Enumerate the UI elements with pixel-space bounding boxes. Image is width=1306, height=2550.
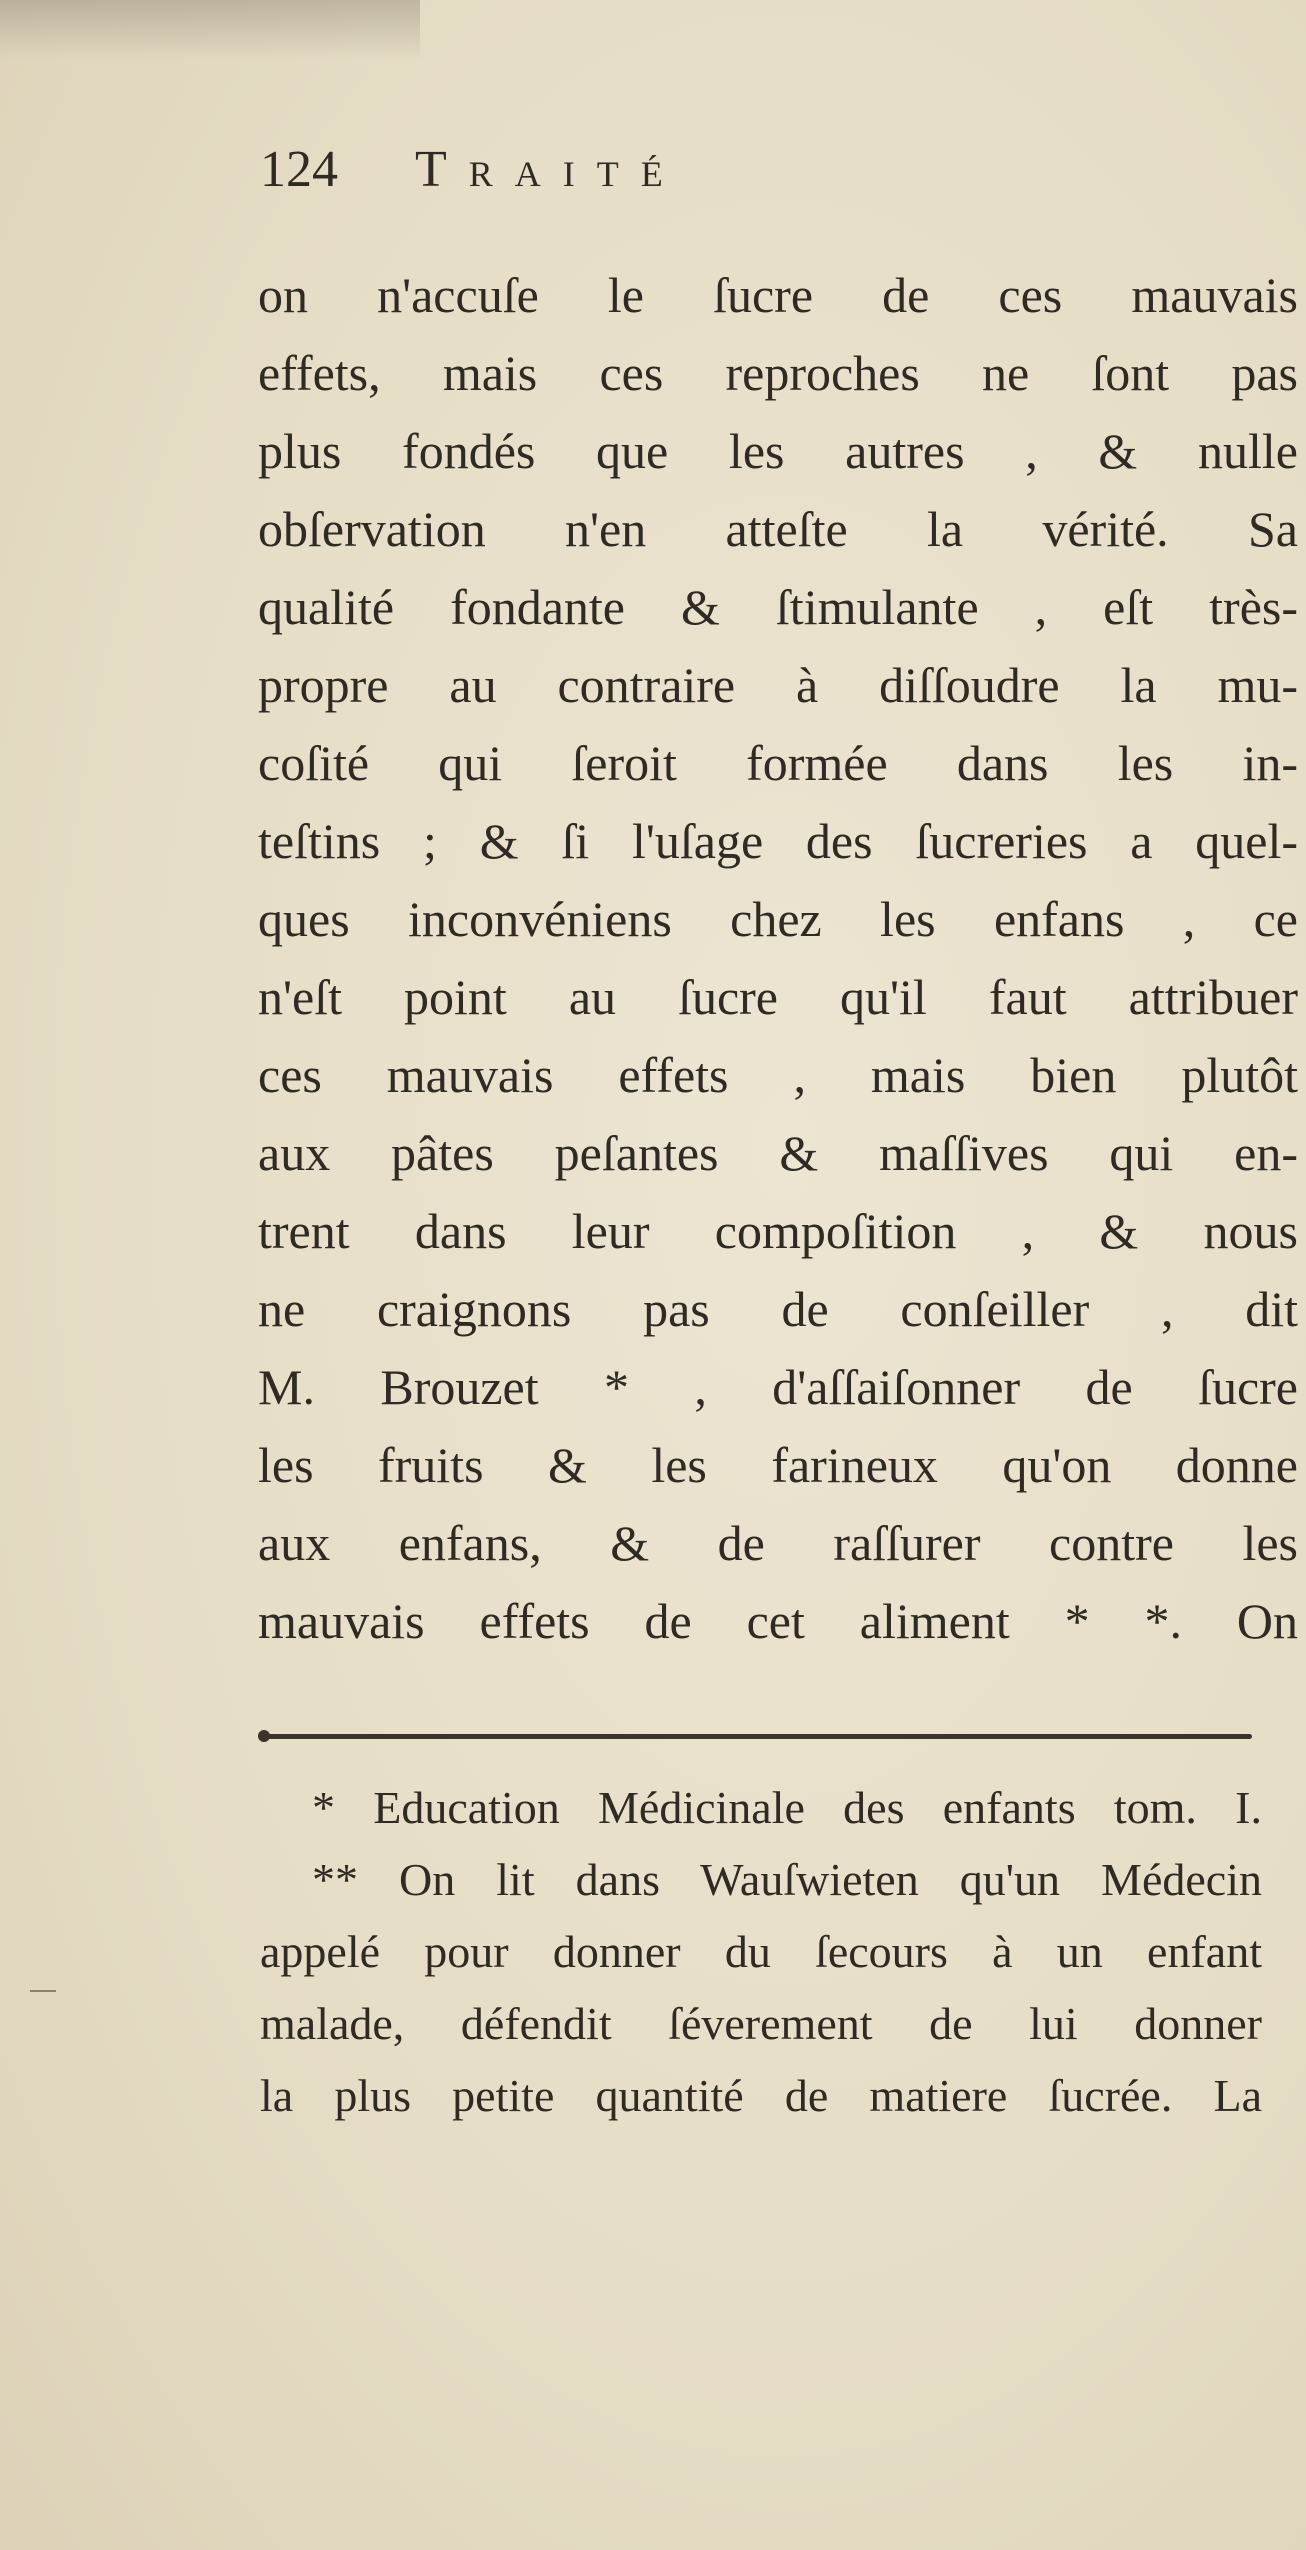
footnotes: [260, 1772, 1262, 2132]
text-line: obſervation n'en atteſte la vérité. Sa: [258, 501, 1298, 557]
text-line: n'eſt point au ſucre qu'il faut attribuer: [258, 969, 1298, 1025]
text-line: ques inconvéniens chez les enfans , ce: [258, 891, 1298, 947]
text-line: teſtins ; & ſi l'uſage des ſucreries a quel-: [258, 813, 1298, 869]
text-line: aux pâtes peſantes & maſſives qui en-: [258, 1125, 1298, 1181]
text-line: on n'accuſe le ſucre de ces mauvais: [258, 267, 1298, 323]
body-text: [258, 256, 1298, 1660]
text-line: aux enfans, & de raſſurer contre les: [258, 1515, 1298, 1571]
text-line: M. Brouzet * , d'aſſaiſonner de ſucre: [258, 1359, 1298, 1415]
page-number: 124: [260, 141, 338, 198]
text-line: propre au contraire à diſſoudre la mu-: [258, 657, 1298, 713]
text-line: les fruits & les farineux qu'on donne: [258, 1437, 1298, 1493]
text-line: ne craignons pas de conſeiller , dit: [258, 1281, 1298, 1337]
footnote-line: * Education Médicinale des enfants tom. I.: [312, 1782, 1262, 1833]
footnote-line: appelé pour donner du ſecours à un enfant: [260, 1926, 1262, 1977]
margin-mark: [30, 1990, 56, 1992]
text-line: mauvais effets de cet aliment * *. On: [258, 1593, 1298, 1649]
page-header: [260, 140, 1300, 210]
text-line: ces mauvais effets , mais bien plutôt: [258, 1047, 1298, 1103]
page-edge-shadow: [0, 0, 420, 60]
text-line: coſité qui ſeroit formée dans les in-: [258, 735, 1298, 791]
running-head: Traité: [415, 141, 685, 198]
footnote-rule: [262, 1734, 1252, 1739]
text-line: effets, mais ces reproches ne ſont pas: [258, 345, 1298, 401]
footnote-line: la plus petite quantité de matiere ſucrée. La: [260, 2070, 1262, 2121]
footnote-line: malade, défendit ſéverement de lui donner: [260, 1998, 1262, 2049]
footnote-line: ** On lit dans Wauſwieten qu'un Médecin: [312, 1854, 1262, 1905]
text-line: qualité fondante & ſtimulante , eſt très-: [258, 579, 1298, 635]
text-line: trent dans leur compoſition , & nous: [258, 1203, 1298, 1259]
text-line: plus fondés que les autres , & nulle: [258, 423, 1298, 479]
